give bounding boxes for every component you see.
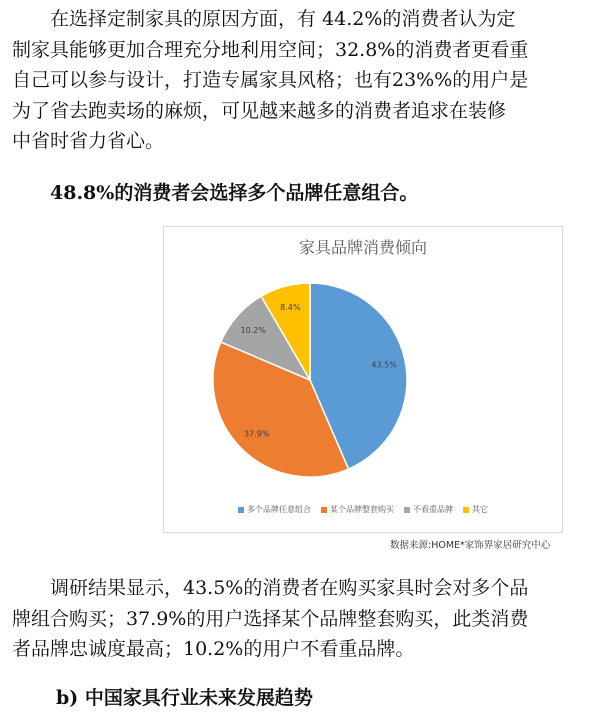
pie-data-label-2: 10.2% xyxy=(240,325,266,335)
pie-chart-panel xyxy=(163,226,563,533)
paragraph-customization-reasons xyxy=(12,4,590,157)
text-line: 在选择定制家具的原因方面，有 44.2%的消费者认为定 xyxy=(50,8,516,30)
pie-data-label-3: 8.4% xyxy=(280,302,301,312)
legend-swatch xyxy=(238,507,244,513)
text-line: 调研结果显示，43.5%的消费者在购买家具时会对多个品 xyxy=(50,577,529,599)
legend-swatch xyxy=(321,507,327,513)
legend-swatch xyxy=(404,507,410,513)
legend-item-3 xyxy=(463,504,488,515)
legend-label: 某个品牌整套购买 xyxy=(330,505,394,514)
text-line: 为了省去跑卖场的麻烦，可见越来越多的消费者追求在装修 xyxy=(12,99,507,122)
legend-label: 其它 xyxy=(472,505,488,514)
text-line: 者品牌忠诚度最高；10.2%的用户不看重品牌。 xyxy=(12,638,415,660)
text-line: 自己可以参与设计，打造专属家具风格；也有23%%的用户是 xyxy=(12,69,529,91)
legend-label: 不看重品牌 xyxy=(413,505,453,514)
section-heading-industry-trends: b) 中国家具行业未来发展趋势 xyxy=(56,687,313,709)
legend-item-1 xyxy=(321,504,394,515)
legend-item-2 xyxy=(404,504,453,515)
text-line: 中省时省力省心。 xyxy=(12,130,165,152)
section-heading-brand-combination: 48.8%的消费者会选择多个品牌任意组合。 xyxy=(50,182,419,204)
pie-data-label-0: 43.5% xyxy=(371,360,397,370)
legend-swatch xyxy=(463,507,469,513)
legend-label: 多个品牌任意组合 xyxy=(247,505,311,514)
data-source-note: 数据来源:HOME*家饰界家居研究中心 xyxy=(390,540,551,551)
legend-item-0 xyxy=(238,504,311,515)
chart-title: 家具品牌消费倾向 xyxy=(298,238,427,257)
paragraph-survey-results xyxy=(12,573,590,665)
pie-chart xyxy=(164,227,562,532)
pie-data-label-1: 37.9% xyxy=(243,429,270,439)
chart-legend xyxy=(164,504,562,515)
text-line: 牌组合购买；37.9%的用户选择某个品牌整套购买，此类消费 xyxy=(12,607,529,630)
text-line: 制家具能够更加合理充分地利用空间；32.8%的消费者更看重 xyxy=(12,38,529,61)
